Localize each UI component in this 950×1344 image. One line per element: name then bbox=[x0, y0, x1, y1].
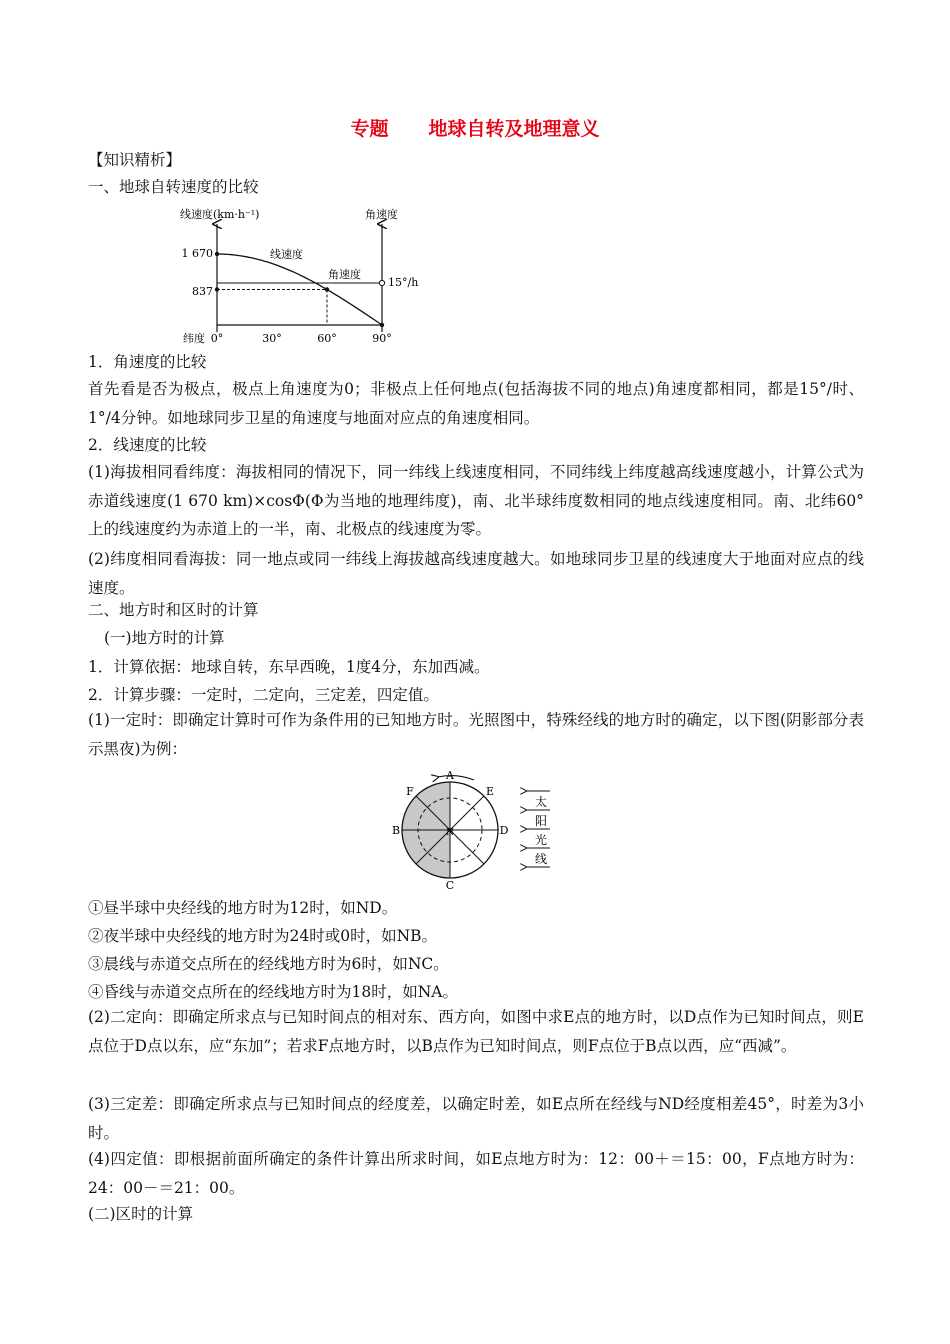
label-f: F bbox=[406, 785, 414, 798]
paragraph-angular: 首先看是否为极点，极点上角速度为0；非极点上任何地点(包括海拔不同的地点)角速度都相同，都是15°/时、1°/4分钟。如地球同步卫星的角速度与地面对应点的角速度相同。 bbox=[88, 380, 864, 427]
title-main: 地球自转及地理意义 bbox=[428, 118, 600, 140]
section-knowledge-heading: 【知识精析】 bbox=[88, 151, 182, 169]
title-topic: 专题 bbox=[350, 118, 389, 140]
y-tick-837: 837 bbox=[192, 285, 213, 298]
rotation-speed-chart bbox=[175, 200, 419, 348]
subsection-2-2: (二)区时的计算 bbox=[88, 1205, 194, 1223]
subsection-1-2: 2．线速度的比较 bbox=[88, 436, 207, 454]
paragraph-linear-2: (2)纬度相同看海拔：同一地点或同一纬线上海拔越高线速度越大。如地球同步卫星的线速度大于地面对应点的线速度。 bbox=[88, 550, 864, 597]
paragraph-linear-1: (1)海拔相同看纬度：海拔相同的情况下，同一纬线上线速度相同，不同纬线上纬度越高线速度越小，计算公式为赤道线速度(1 670 km)×cosΦ(Φ为当地的地理纬度)，南、北半球纬度数相同的地点线速度相同。南、北纬60°上的线速度约为赤道上的一半，南、北极点的线速度为零。 bbox=[88, 463, 864, 538]
point-60-degree bbox=[325, 287, 329, 291]
x-tick-90: 90° bbox=[372, 332, 392, 345]
page-title bbox=[0, 114, 950, 141]
paragraph-step-2: (2)二定向：即确定所求点与已知时间点的相对东、西方向，如图中求E点的地方时，以D点作为已知时间点，则E点位于D点以东，应“东加”；若求F点地方时，以B点作为已知时间点，则F点位于B点以西，应“西减”。 bbox=[88, 1008, 864, 1055]
label-d: D bbox=[499, 824, 509, 837]
sunlight-char-4: 线 bbox=[534, 852, 548, 866]
meridian-se bbox=[450, 830, 484, 864]
y-tick-1670: 1 670 bbox=[181, 247, 213, 260]
list-item: ④昏线与赤道交点所在的经线地方时为18时，如NA。 bbox=[88, 983, 458, 1001]
sunlight-char-1: 太 bbox=[534, 795, 548, 809]
label-e: E bbox=[485, 785, 495, 798]
sunlight-char-2: 阳 bbox=[534, 814, 548, 828]
y-axis-left-label: 线速度(km·h⁻¹) bbox=[180, 208, 260, 221]
meridian-e bbox=[450, 796, 484, 830]
list-item: ①昼半球中央经线的地方时为12时，如ND。 bbox=[88, 899, 398, 917]
x-tick-0: 0° bbox=[210, 332, 224, 345]
point-837-axis bbox=[215, 287, 219, 291]
step-procedure: 2．计算步骤：一定时，二定向，三定差，四定值。 bbox=[88, 686, 439, 704]
paragraph-step-3: (3)三定差：即确定所求点与已知时间点的经度差，以确定时差，如E点所在经线与ND经度相差45°，时差为3小时。 bbox=[88, 1095, 864, 1142]
list-item: ②夜半球中央经线的地方时为24时或0时，如NB。 bbox=[88, 927, 438, 945]
y-axis-right-label: 角速度 bbox=[365, 208, 398, 221]
point-pole bbox=[380, 323, 384, 327]
subsection-2-1: (一)地方时的计算 bbox=[104, 629, 225, 647]
list-item: ③晨线与赤道交点所在的经线地方时为6时，如NC。 bbox=[88, 955, 449, 973]
x-tick-30: 30° bbox=[262, 332, 282, 345]
label-n: N bbox=[446, 828, 454, 838]
section-1-heading: 一、地球自转速度的比较 bbox=[88, 178, 259, 196]
paragraph-step-4: (4)四定值：即根据前面所确定的条件计算出所求时间，如E点地方时为：12：00＋＝15：00，F点地方时为：24：00－＝21：00。 bbox=[88, 1150, 864, 1197]
series-label-angular: 角速度 bbox=[328, 268, 361, 281]
point-equator bbox=[215, 252, 219, 256]
sunlight-char-3: 光 bbox=[534, 833, 548, 847]
step-basis: 1．计算依据：地球自转，东早西晚，1度4分，东加西减。 bbox=[88, 658, 490, 676]
label-a: A bbox=[446, 769, 454, 782]
x-tick-60: 60° bbox=[317, 332, 337, 345]
angular-value-label: 15°/h bbox=[388, 276, 419, 289]
angular-speed-marker bbox=[379, 280, 384, 285]
rotation-direction-arrow bbox=[438, 776, 474, 780]
section-2-heading: 二、地方时和区时的计算 bbox=[88, 601, 259, 619]
paragraph-step-1: (1)一定时：即确定计算时可作为条件用的已知地方时。光照图中，特殊经线的地方时的确定，以下图(阴影部分表示黑夜)为例： bbox=[88, 711, 864, 758]
label-c: C bbox=[445, 879, 455, 892]
series-label-linear: 线速度 bbox=[270, 248, 303, 261]
polar-illumination-diagram bbox=[390, 770, 560, 890]
subsection-1-1: 1．角速度的比较 bbox=[88, 353, 207, 371]
x-axis-prefix: 纬度 bbox=[183, 332, 205, 345]
label-b: B bbox=[391, 824, 401, 837]
